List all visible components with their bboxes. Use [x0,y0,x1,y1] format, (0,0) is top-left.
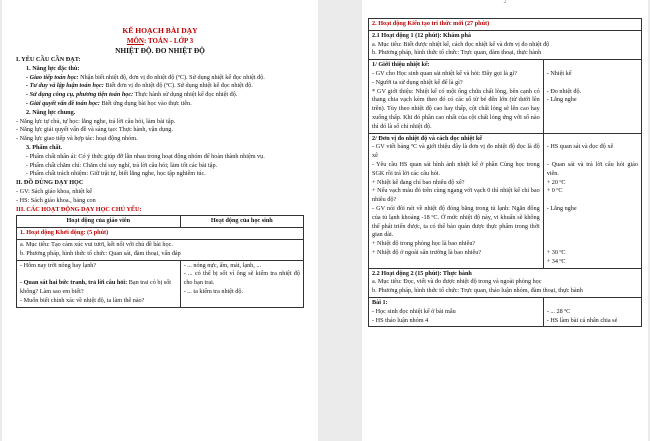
cell-line: - Quan sát và trả lời câu hỏi giáo viên. [546,160,638,177]
activity-objective: a. Mục tiêu: Biết được nhiệt kế, cách đọc nhiệt kế và đơn vị đo nhiệt độ [372,40,550,48]
column-header-teacher: Hoạt động của giáo viên [17,216,181,228]
cell-line: + 34 ºC [546,257,566,265]
table-cell [369,268,642,297]
cell-line: + 20 ºC [546,178,566,186]
spacer [547,299,638,308]
table-cell-student [543,133,641,268]
table-row [369,30,642,59]
table-cell-teacher [17,260,181,307]
cell-line: + 30 ºC [546,248,566,256]
section-heading-3: III. CÁC HOẠT ĐỘNG DẠY HỌC CHỦ YẾU: [16,205,142,213]
table-cell-student [543,297,641,326]
spacer [547,152,638,161]
page-header-margin [2,0,318,20]
spacer [547,214,638,249]
spacer [20,270,177,279]
table-cell-teacher [369,297,544,326]
cell-line: - Hôm nay trời nóng hay lạnh? [20,261,97,269]
cell-line: * GV giới thiệu: Nhiệt kế có một ống chứa chất lỏng, bên cạnh có thang chia vạch kèm theo đó có các số từ bé đến lớn (từ dưới lên trên). Tùy theo nhiệt độ cao hay thấp, cột chất lỏng sẽ lên cao hay xuống thấp. Khi đó phần cao nhất của cột chất lỏng ứng với số nào thì đó là số chỉ nhiệt độ. [372,87,540,130]
activity-method: b. Phương pháp, hình thức tổ chức: Trực quan, thảo luận nhóm, đàm thoại, thực hành [372,287,583,295]
subject-value: : TOÁN - LỚP 3 [143,37,194,45]
table-row [17,260,304,307]
spacer [547,196,638,205]
activity-subheading: 2.2 Hoạt động 2 (15 phút): Thực hành [372,269,472,277]
subsection-heading: 3. Phẩm chất. [26,143,63,151]
cell-line: - ... 28 ºC [546,307,571,315]
column-header-student: Hoạt động của học sinh [180,216,303,228]
table-row [369,268,642,297]
cell-line: - Muốn biết chính xác về nhiệt độ, ta làm thế nào? [20,296,145,304]
page-number: 2 [503,0,507,5]
cell-line: + Nhiệt kế đang chỉ bao nhiêu độ xê? [372,178,465,186]
paragraph: - Năng lực tự chủ, tự học: lắng nghe, trả lời câu hỏi, làm bài tập. [16,117,176,125]
cell-line: - ... ta kiểm tra nhiệt độ. [183,287,244,295]
table-cell [369,30,642,59]
cell-line: + Nếu vạch màu đỏ trên cùng ngang với vạch 0 thì nhiệt kế chỉ bao nhiêu độ? [372,187,540,204]
cell-line: + 0 ºC [546,187,563,195]
activity-heading: 2. Hoạt động Kiến tạo tri thức mới (27 phút) [369,19,642,31]
cell-line: - Đo nhiệt độ. [546,87,582,95]
spacer [547,79,638,88]
cell-heading: 1/ Giới thiệu nhiệt kế: [372,61,430,69]
table-row [369,60,642,133]
cell-line: - Nhiệt kế [546,69,572,77]
table-row [369,19,642,31]
table-row [369,297,642,326]
section-heading-1: I. YÊU CẦU CẦN ĐẠT: [16,56,81,63]
cell-line: - Học sinh đọc nhiệt kế ở bài mẫu [372,307,456,315]
activity-objective: a. Mục tiêu: Đọc, viết và đo được nhiệt độ trong và ngoài phòng học [372,278,542,286]
table-row [369,133,642,268]
cell-line: + Nhiệt độ ở ngoài sân trường là bao nhiêu? [372,248,482,256]
cell-line: - Quan sát hai bức tranh, trả lời câu hỏi: Bạn trai có bị sốt không? Làm sao em biết? [20,279,172,295]
document-page-1 [2,0,318,441]
spacer [547,135,638,144]
subject-label: MÔN [126,37,144,45]
cell-line: + Nhiệt độ trong phòng học là bao nhiêu? [372,240,476,248]
cell-line: - Người ta sử dụng nhiệt kế để là gì? [372,78,463,86]
section-heading-2: II. ĐỒ DÙNG DẠY HỌC [16,179,84,187]
paragraph: - Phẩm chất nhân ái: Có ý thức giúp đỡ lẫn nhau trong hoạt động nhóm để hoàn thành nhiệm vụ. [26,152,265,160]
cell-line: - Lắng nghe [546,204,577,212]
subsection-heading: 2. Năng lực chung. [26,108,76,116]
paragraph: - Giải quyết vấn đề toán học: Biết ứng dụng bài học vào thực tiễn. [26,99,192,107]
subject-line [16,36,304,46]
table-cell-teacher [369,133,544,268]
cell-line: - GV viết bảng ºC và giới thiệu đây là đơn vị đo nhiệt độ đọc là độ xê [372,143,540,160]
paragraph: - Phẩm chất trách nhiệm: Giữ trật tự, biết lắng nghe, học tập nghiêm túc. [26,170,206,178]
cell-line: - Yêu cầu HS quan sát hình ảnh nhiệt kế ở phần Cùng học trong SGK rồi trả lời các câu hỏi. [372,160,540,177]
paragraph: - Năng lực giải quyết vấn đề và sáng tạo: Thực hành, vận dụng. [16,126,173,134]
page-title: KẾ HOẠCH BÀI DẠY [122,26,198,35]
table-cell [17,239,304,260]
cell-line: - Lắng nghe [546,96,577,104]
activities-table [16,215,304,307]
cell-line: - HS quan sát và đọc độ xê [546,143,614,151]
table-cell-student [180,260,303,307]
table-cell-teacher [369,60,544,133]
activity-subheading: 2.1 Hoạt động 1 (12 phút): Khám phá [372,31,472,39]
table-cell-student [543,60,641,133]
paragraph: - Sử dụng công cụ, phương tiện toán học: Thực hành sử dụng nhiệt kế đọc nhiệt độ. [26,91,238,99]
table-row [17,228,304,240]
activities-table-continued [368,18,642,327]
activity-objective: a. Mục tiêu: Tạo cảm xúc vui tươi, kết nối với chủ đề bài học. [20,240,173,248]
cell-line: - HS làm bài cá nhân chia sẻ [546,316,618,324]
subsection-heading: 1. Năng lực đặc thù: [26,64,80,72]
activity-heading: 1. Hoạt động Khởi động: (5 phút) [17,228,304,240]
paragraph: - Năng lực giao tiếp và hợp tác: hoạt động nhóm. [16,135,138,143]
document-page-2 [362,0,648,441]
cell-line: - ... có thể bị sốt vì ông sẽ kiểm tra nhiệt độ cho bạn trai. [183,270,300,287]
table-row [17,239,304,260]
cell-line: - GV cho Học sinh quan sát nhiệt kế và hỏi: Đây gọi là gì? [372,69,517,77]
paragraph: - GV: Sách giáo khoa, nhiệt kế [16,187,93,195]
cell-heading: 2/ Đơn vị đo nhiệt độ và cách đọc nhiệt kế [372,134,483,142]
lesson-title: NHIỆT ĐỘ. ĐO NHIỆT ĐỘ [115,46,205,55]
paragraph: - Tư duy và lập luận toán học: Biết đơn vị đo nhiệt độ (ºC). Sử dụng nhiệt kế đọc nhiệt độ. [26,82,253,90]
paragraph: - Phẩm chất chăm chỉ: Chăm chỉ suy nghĩ, trả lời câu hỏi; làm tốt các bài tập. [26,161,218,169]
activity-method: b. Phương pháp, hình thức tổ chức: Trực quan, đàm thoại, thực hành [372,49,542,57]
cell-line: - ... nóng nực, ấm, mát, lạnh, ... [183,261,261,269]
exercise-heading: Bài 1: [372,298,388,306]
table-header-row [17,216,304,228]
cell-line: - HS thảo luận nhóm 4 [372,316,429,324]
cell-line: - GV nói đôi nét về nhiệt độ đóng băng trong tủ lạnh: Ngăn đông của tủ lạnh khoảng -18 ºC. Ở mức nhiệt độ này, vi khuẩn sẽ không thể phát triển được, ta có thể bảo quản được thực phẩm trong thời gian dài. [372,204,540,239]
paragraph: - Giao tiếp toán học: Nhận biết nhiệt độ, đơn vị đo nhiệt độ (ºC). Sử dụng nhiệt kế đọc nhiệt độ. [26,73,265,81]
paragraph: - HS: Sách giáo khoa., bảng con [16,196,96,204]
activity-method: b. Phương pháp, hình thức tổ chức: Quan sát, đàm thoại, vấn đáp [20,249,181,257]
spacer [547,61,638,70]
